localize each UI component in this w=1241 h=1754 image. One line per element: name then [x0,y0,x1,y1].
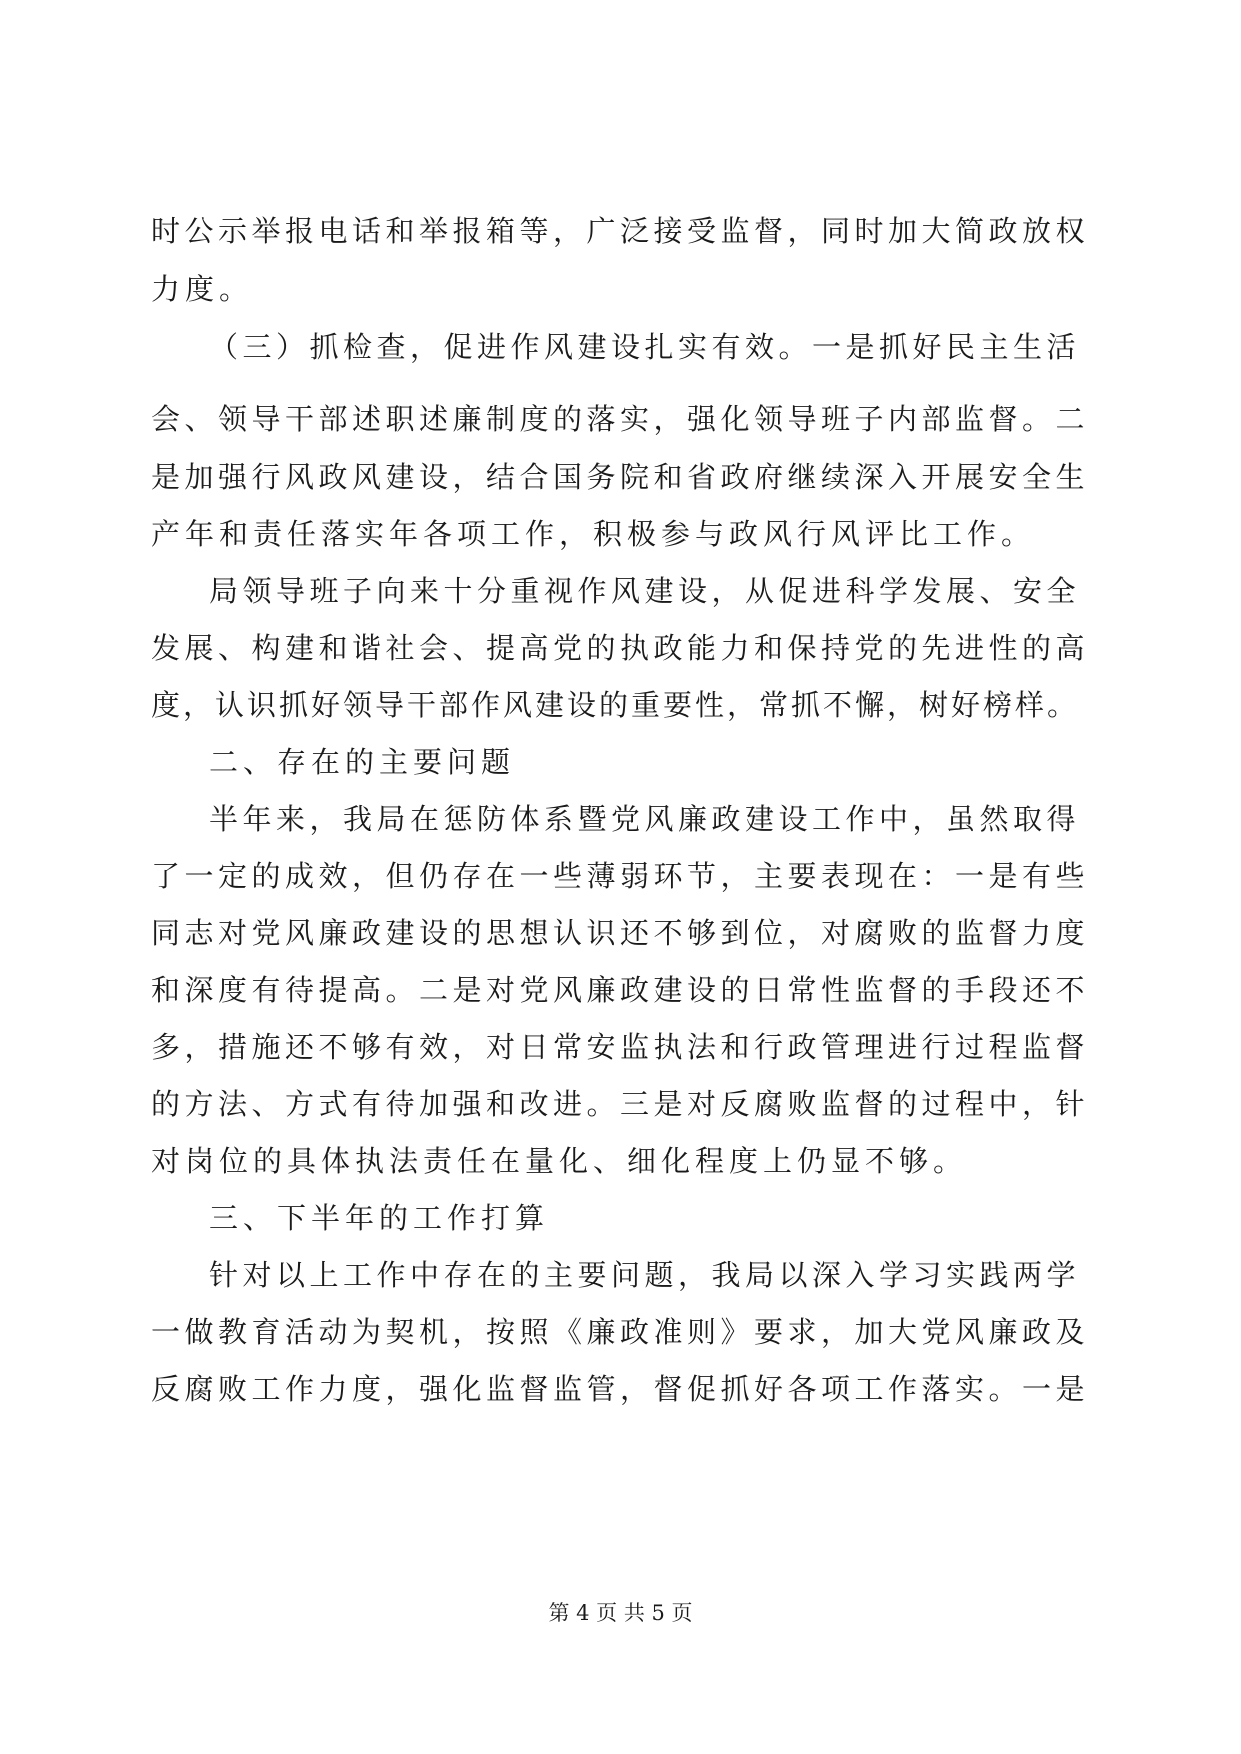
body-text-line: 了一定的成效，但仍存在一些薄弱环节，主要表现在：一是有些 [151,859,1090,893]
body-text-line: 是加强行风政风建设，结合国务院和省政府继续深入开展安全生 [151,460,1090,494]
body-text-line: 会、领导干部述职述廉制度的落实，强化领导班子内部监督。二 [151,402,1090,436]
body-text-line: 发展、构建和谐社会、提高党的执政能力和保持党的先进性的高 [151,631,1090,665]
body-text-line: 同志对党风廉政建设的思想认识还不够到位，对腐败的监督力度 [151,916,1090,950]
section-heading-3: （三）抓检查，促进作风建设扎实有效。一是抓好民主生活 [209,330,1081,364]
body-text-line: 度，认识抓好领导干部作风建设的重要性，常抓不懈，树好榜样。 [151,688,1080,722]
body-text-line: 多，措施还不够有效，对日常安监执法和行政管理进行过程监督 [151,1030,1090,1064]
body-text-line: 产年和责任落实年各项工作，积极参与政风行风评比工作。 [151,517,1036,551]
body-text-line: 一做教育活动为契机，按照《廉政准则》要求，加大党风廉政及 [151,1315,1090,1349]
page-number-footer: 第 4 页 共 5 页 [548,1601,693,1625]
section-heading: 二、存在的主要问题 [209,745,516,779]
body-text-line: 和深度有待提高。二是对党风廉政建设的日常性监督的手段还不 [151,973,1090,1007]
body-text-line: 反腐败工作力度，强化监督监管，督促抓好各项工作落实。一是 [151,1372,1090,1406]
body-text-line: 时公示举报电话和举报箱等，广泛接受监督，同时加大简政放权 [151,214,1090,248]
paragraph-start: 针对以上工作中存在的主要问题，我局以深入学习实践两学 [209,1258,1081,1292]
section-heading: 三、下半年的工作打算 [209,1201,550,1235]
body-text-line: 对岗位的具体执法责任在量化、细化程度上仍显不够。 [151,1144,968,1178]
paragraph-start: 半年来，我局在惩防体系暨党风廉政建设工作中，虽然取得 [209,802,1081,836]
body-text-line: 的方法、方式有待加强和改进。三是对反腐败监督的过程中，针 [151,1087,1090,1121]
body-text-line: 力度。 [151,272,254,306]
paragraph-start: 局领导班子向来十分重视作风建设，从促进科学发展、安全 [209,574,1081,608]
